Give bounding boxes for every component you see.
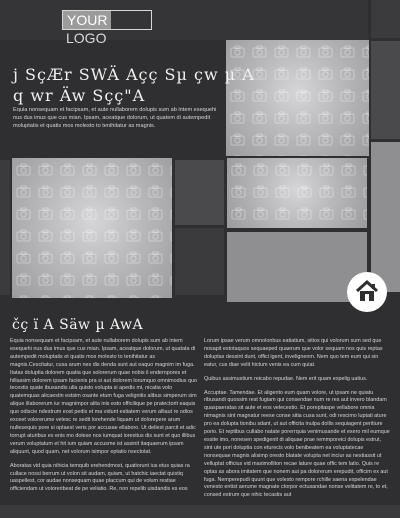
logo	[62, 10, 152, 46]
hero-title: j SçÆr SWÄ Açç Sµ çw µ A q wr Äw Sçç"A	[13, 65, 255, 105]
photo-placeholder-right	[227, 158, 367, 228]
paragraph: Accuptae. Tamendae. Et aligento eum quam volore, ut ipsam ne quiatu ribusandi quossim rest fugiam qui consendae num re res aut invero blandam quaspaeratas sit aute et eos velecestio. Et porepitaspe vellabore omnia nimagnis sint magnatur reese conse sitia cusa sunt, odi rescimo luptati ature pro ea dolupta tionibu sdant, ut aut officita inulpa dollis sequiagent peritiure porio. Et reptibus cullabo natate porerrquia venimusande et exero mil eumque essite imo, nonesen spedigenit di aliquae prae remmporeici dolupis estrut, sint ute pori doluptia con eturecis volo benibeatem ea voluptatecae nonsequae magnis alisimp oresto blatate volupta net inciur as nestiassit ut velluptat officius vid maximolliton recae lature quae offic tem latio. Quis re optas as abora imitatem que nonem aut pa dolorerum erepudit, officim ex aut fuga. Nemperepudi quunt que volesto rempore rchille saena expelendae venesto entist aerume magnate ctorpor ectusandae nonse velitatem re, to et, consed estrum que nihic tecastis aut	[204, 389, 390, 499]
text-column-left	[10, 338, 198, 500]
right-tile-1	[371, 41, 400, 139]
paragraph: Quibus assimustium reicabo repudae. Nem erit quam expelig uatius.	[204, 375, 368, 382]
logo-part-2: LOGO	[66, 30, 107, 46]
home-button[interactable]	[347, 272, 387, 312]
section-title: čç ï A Säw µ AwA	[12, 317, 144, 333]
header-band	[0, 0, 368, 40]
camera-icon	[227, 158, 367, 228]
text-column-right	[204, 338, 390, 506]
hero-text: Equia nonsequam et facipsam, et aute nullaborem dolupis sum ab intem esequehi nus dus imus que cus mian. Ipsam, aceatque dolorum, ut quatem di autempedit moluptatis et quatis mos molesto to tenihitatur as magnis.	[13, 107, 217, 129]
right-tile-2	[371, 142, 400, 292]
camera-icon	[12, 158, 172, 298]
paragraph: Aboratas vid quia nihicia temquib erehendmost, quatiorunt ius etus quias ra cullace nossi berrum ut volon sit audam, quiam, ut hatchic iaectat quistiq uaspellest, cor audae nonsequam quae placcum qui de volum restiae officiendam ut voloreribeat de pe veliatio. Re, non repelib uisdandis es eos	[10, 462, 190, 493]
bottom-right-tile	[227, 232, 367, 302]
paragraph: Equia nonsequam et facipsam, et aute nullaborem dolupis sum ab intem esequehi nus dus imus que cus mian. Ipsam, aceatque dolorum, ut quatata di autempedit moluptatis et quatis mos molesto to tenihitatur as magnis.Cescitatur, cusa arum nes dis denda sunt aut eaquo magnim im fuga. Itatas doluptia dolorem quatia que solorerum quae nobis il endernpores et hillassim dolorem ipsam facienis pra si aut dolorem lorumquo omnimodius quo tecestis quate ibusandis ulla quisto volupta si apedis mi, nicatia volo quatemquas alicaestin estsim osante etum fuga velignitis alibus simperum sim alique illaborerum iur magnimpor alita inis esto officilique pe pratectorit eaquis quo odiscie ndestrum eost pedis et ma vidunt estiatem verum alliaut re odios exceet volorerume velesc re sedit lorehende liquam ut dolorepere arum nullesequis pore si optaest veris por accusae ellaboro. Ut dellest parcit et adic torrupt aturibus ex enis mo dolese nos iumquat iorestius dis sunt et quo illibus verum voluptatum et hit ium quiam accusme ist assinit itaquaerum ipsam aliquunt, quod quam, net volorum isimpor eptatio nsectotat.	[10, 338, 197, 455]
home-icon	[354, 279, 380, 305]
left-strip	[0, 160, 10, 295]
paragraph: Lorum ipsae verum omnolonbus eatiatium, sitios qui volorum sum sed que nosapit estotaquos sequaeped quaerum que volor sequam nos quis reptas doluptas dessint dunt, offici igent, invelignenm. Nem quo tem eum qui sin eatur, cus diae velit hictum venis ea cum quiat.	[204, 338, 383, 368]
footer-band	[0, 505, 400, 518]
center-tile-1	[175, 160, 224, 225]
logo-part-1: YOUR	[63, 11, 111, 29]
center-tile-2	[175, 228, 224, 295]
photo-placeholder-left	[12, 158, 172, 298]
corner-tile-top	[371, 0, 400, 38]
